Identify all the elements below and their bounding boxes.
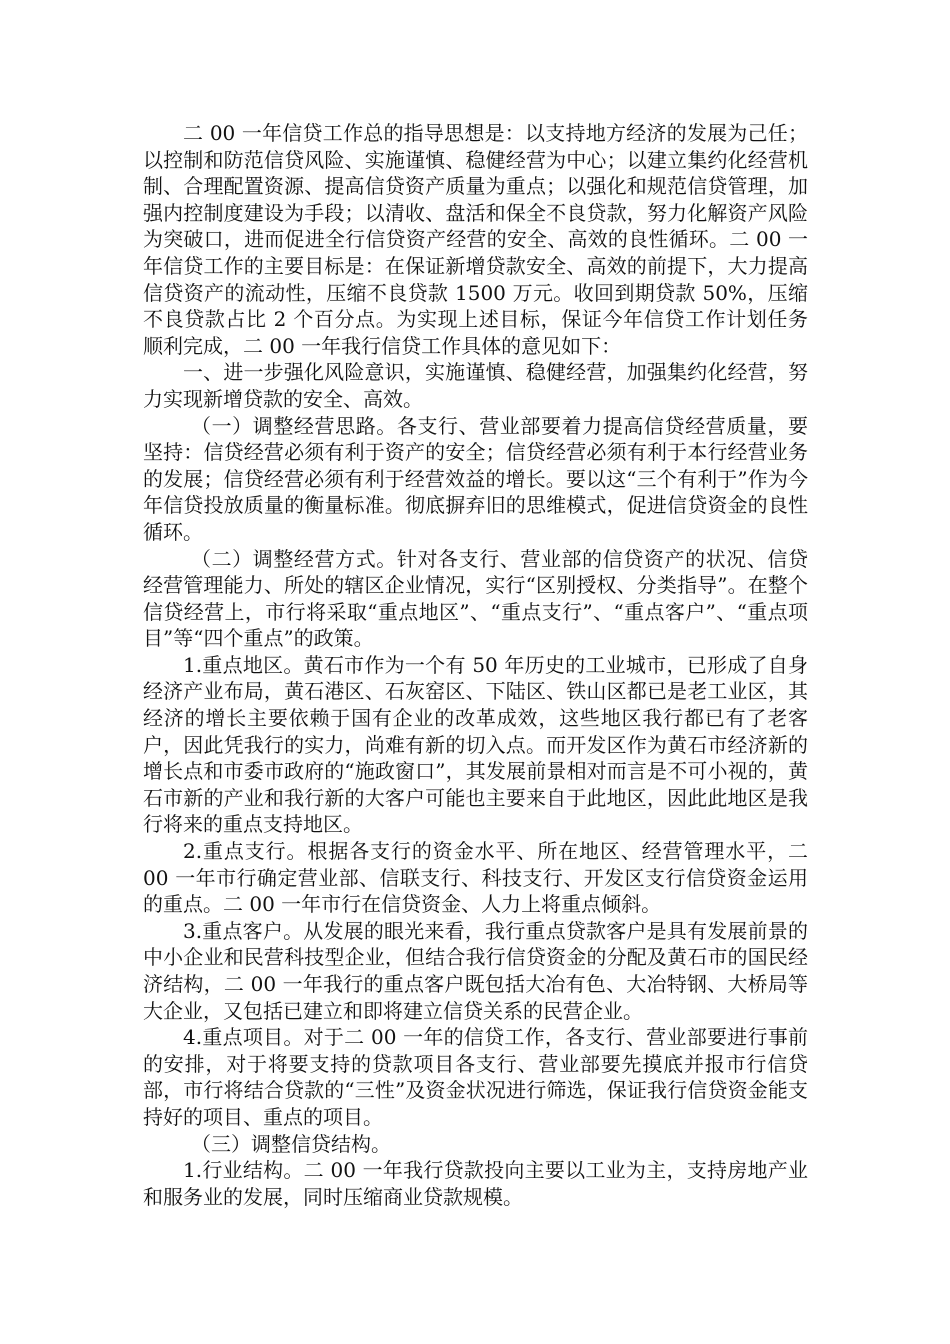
paragraph-adjust-methods: （二）调整经营方式。针对各支行、营业部的信贷资产的状况、信贷经营管理能力、所处的辖区企业情况，实行“区别授权、分类指导”。在整个信贷经营上，市行将采取“重点地区”、“重点支行”、“重点客户”、“重点项目”等“四个重点”的政策。 xyxy=(143,546,808,651)
paragraph-industry-structure: 1.行业结构。二 00 一年我行贷款投向主要以工业为主，支持房地产业和服务业的发展，同时压缩商业贷款规模。 xyxy=(143,1158,808,1209)
paragraph-section-one: 一、进一步强化风险意识，实施谨慎、稳健经营，加强集约化经营，努力实现新增贷款的安全、高效。 xyxy=(143,360,808,411)
paragraph-key-regions: 1.重点地区。黄石市作为一个有 50 年历史的工业城市，已形成了自身经济产业布局，黄石港区、石灰窑区、下陆区、铁山区都已是老工业区，其经济的增长主要依赖于国有企业的改革成效，这些地区我行都已有了老客户，因此凭我行的实力，尚难有新的切入点。而开发区作为黄石市经济新的增长点和市委市政府的“施政窗口”，其发展前景相对而言是不可小视的，黄石市新的产业和我行新的大客户可能也主要来自于此地区，因此此地区是我行将来的重点支持地区。 xyxy=(143,652,808,837)
paragraph-adjust-thinking: （一）调整经营思路。各支行、营业部要着力提高信贷经营质量，要坚持：信贷经营必须有利于资产的安全；信贷经营必须有利于本行经营业务的发展；信贷经营必须有利于经营效益的增长。要以这“三个有利于”作为今年信贷投放质量的衡量标准。彻底摒弃旧的思维模式，促进信贷资金的良性循环。 xyxy=(143,413,808,544)
paragraph-key-branches: 2.重点支行。根据各支行的资金水平、所在地区、经营管理水平，二 00 一年市行确定营业部、信联支行、科技支行、开发区支行信贷资金运用的重点。二 00 一年市行在信贷资金、人力上将重点倾斜。 xyxy=(143,839,808,917)
paragraph-key-clients: 3.重点客户。从发展的眼光来看，我行重点贷款客户是具有发展前景的中小企业和民营科技型企业，但结合我行信贷资金的分配及黄石市的国民经济结构，二 00 一年我行的重点客户既包括大冶有色、大冶特钢、大桥局等大企业，又包括已建立和即将建立信贷关系的民营企业。 xyxy=(143,918,808,1023)
paragraph-guiding-principle: 二 00 一年信贷工作总的指导思想是：以支持地方经济的发展为己任；以控制和防范信贷风险、实施谨慎、稳健经营为中心；以建立集约化经营机制、合理配置资源、提高信贷资产质量为重点；以强化和规范信贷管理，加强内控制度建设为手段；以清收、盘活和保全不良贷款，努力化解资产风险为突破口，进而促进全行信贷资产经营的安全、高效的良性循环。二 00 一年信贷工作的主要目标是：在保证新增贷款安全、高效的前提下，大力提高信贷资产的流动性，压缩不良贷款 1500 万元。收回到期贷款 50%，压缩不良贷款占比 2 个百分点。为实现上述目标，保证今年信贷工作计划任务顺利完成，二 00 一年我行信贷工作具体的意见如下： xyxy=(143,121,808,358)
paragraph-key-projects: 4.重点项目。对于二 00 一年的信贷工作，各支行、营业部要进行事前的安排，对于将要支持的贷款项目各支行、营业部要先摸底并报市行信贷部，市行将结合贷款的“三性”及资金状况进行筛选，保证我行信贷资金能支持好的项目、重点的项目。 xyxy=(143,1025,808,1129)
document-body xyxy=(143,120,808,1210)
paragraph-adjust-structure: （三）调整信贷结构。 xyxy=(191,1131,391,1156)
